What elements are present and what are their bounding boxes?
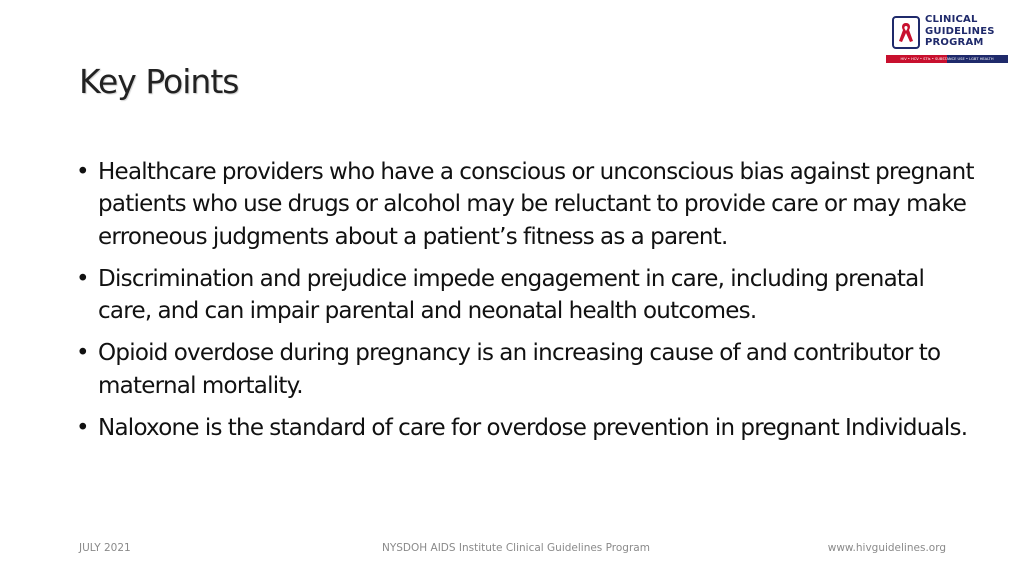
- bullet-icon: •: [76, 265, 90, 292]
- bullet-text: Healthcare providers who have a conscious or unconscious bias against pregnant patients who use drugs or alcohol may be reluctant to provide care or may make erroneous judgments about a patient’s fitness as a parent.: [98, 159, 974, 250]
- bullet-icon: •: [76, 340, 90, 367]
- footer-date: JULY 2021: [79, 542, 131, 554]
- logo-wordmark: [925, 14, 995, 49]
- list-item: [76, 337, 976, 402]
- footer-website: www.hivguidelines.org: [827, 542, 946, 554]
- logo-line-2: GUIDELINES: [925, 25, 995, 37]
- slide-title: Key Points: [79, 62, 239, 101]
- list-item: [76, 412, 976, 444]
- key-points-list: [76, 156, 976, 454]
- bullet-text: Naloxone is the standard of care for overdose prevention in pregnant Individuals.: [98, 415, 968, 442]
- bullet-icon: •: [76, 415, 90, 442]
- list-item: [76, 263, 976, 328]
- bullet-text: Opioid overdose during pregnancy is an increasing cause of and contributor to maternal mortality.: [98, 340, 941, 399]
- list-item: [76, 156, 976, 253]
- bullet-icon: •: [76, 159, 90, 185]
- red-ribbon-icon: [897, 21, 915, 45]
- logo-tagline-strip: HIV • HCV • STIs • SUBSTANCE USE • LGBT HEALTH: [886, 55, 1008, 63]
- footer-organization: NYSDOH AIDS Institute Clinical Guidelines Program: [382, 542, 650, 554]
- bullet-text: Discrimination and prejudice impede engagement in care, including prenatal care, and can impair parental and neonatal health outcomes.: [98, 265, 925, 325]
- logo-line-1: CLINICAL: [925, 14, 978, 25]
- logo-badge: [892, 16, 920, 49]
- logo-line-3: PROGRAM: [925, 37, 984, 48]
- clinical-guidelines-logo: [886, 12, 1008, 64]
